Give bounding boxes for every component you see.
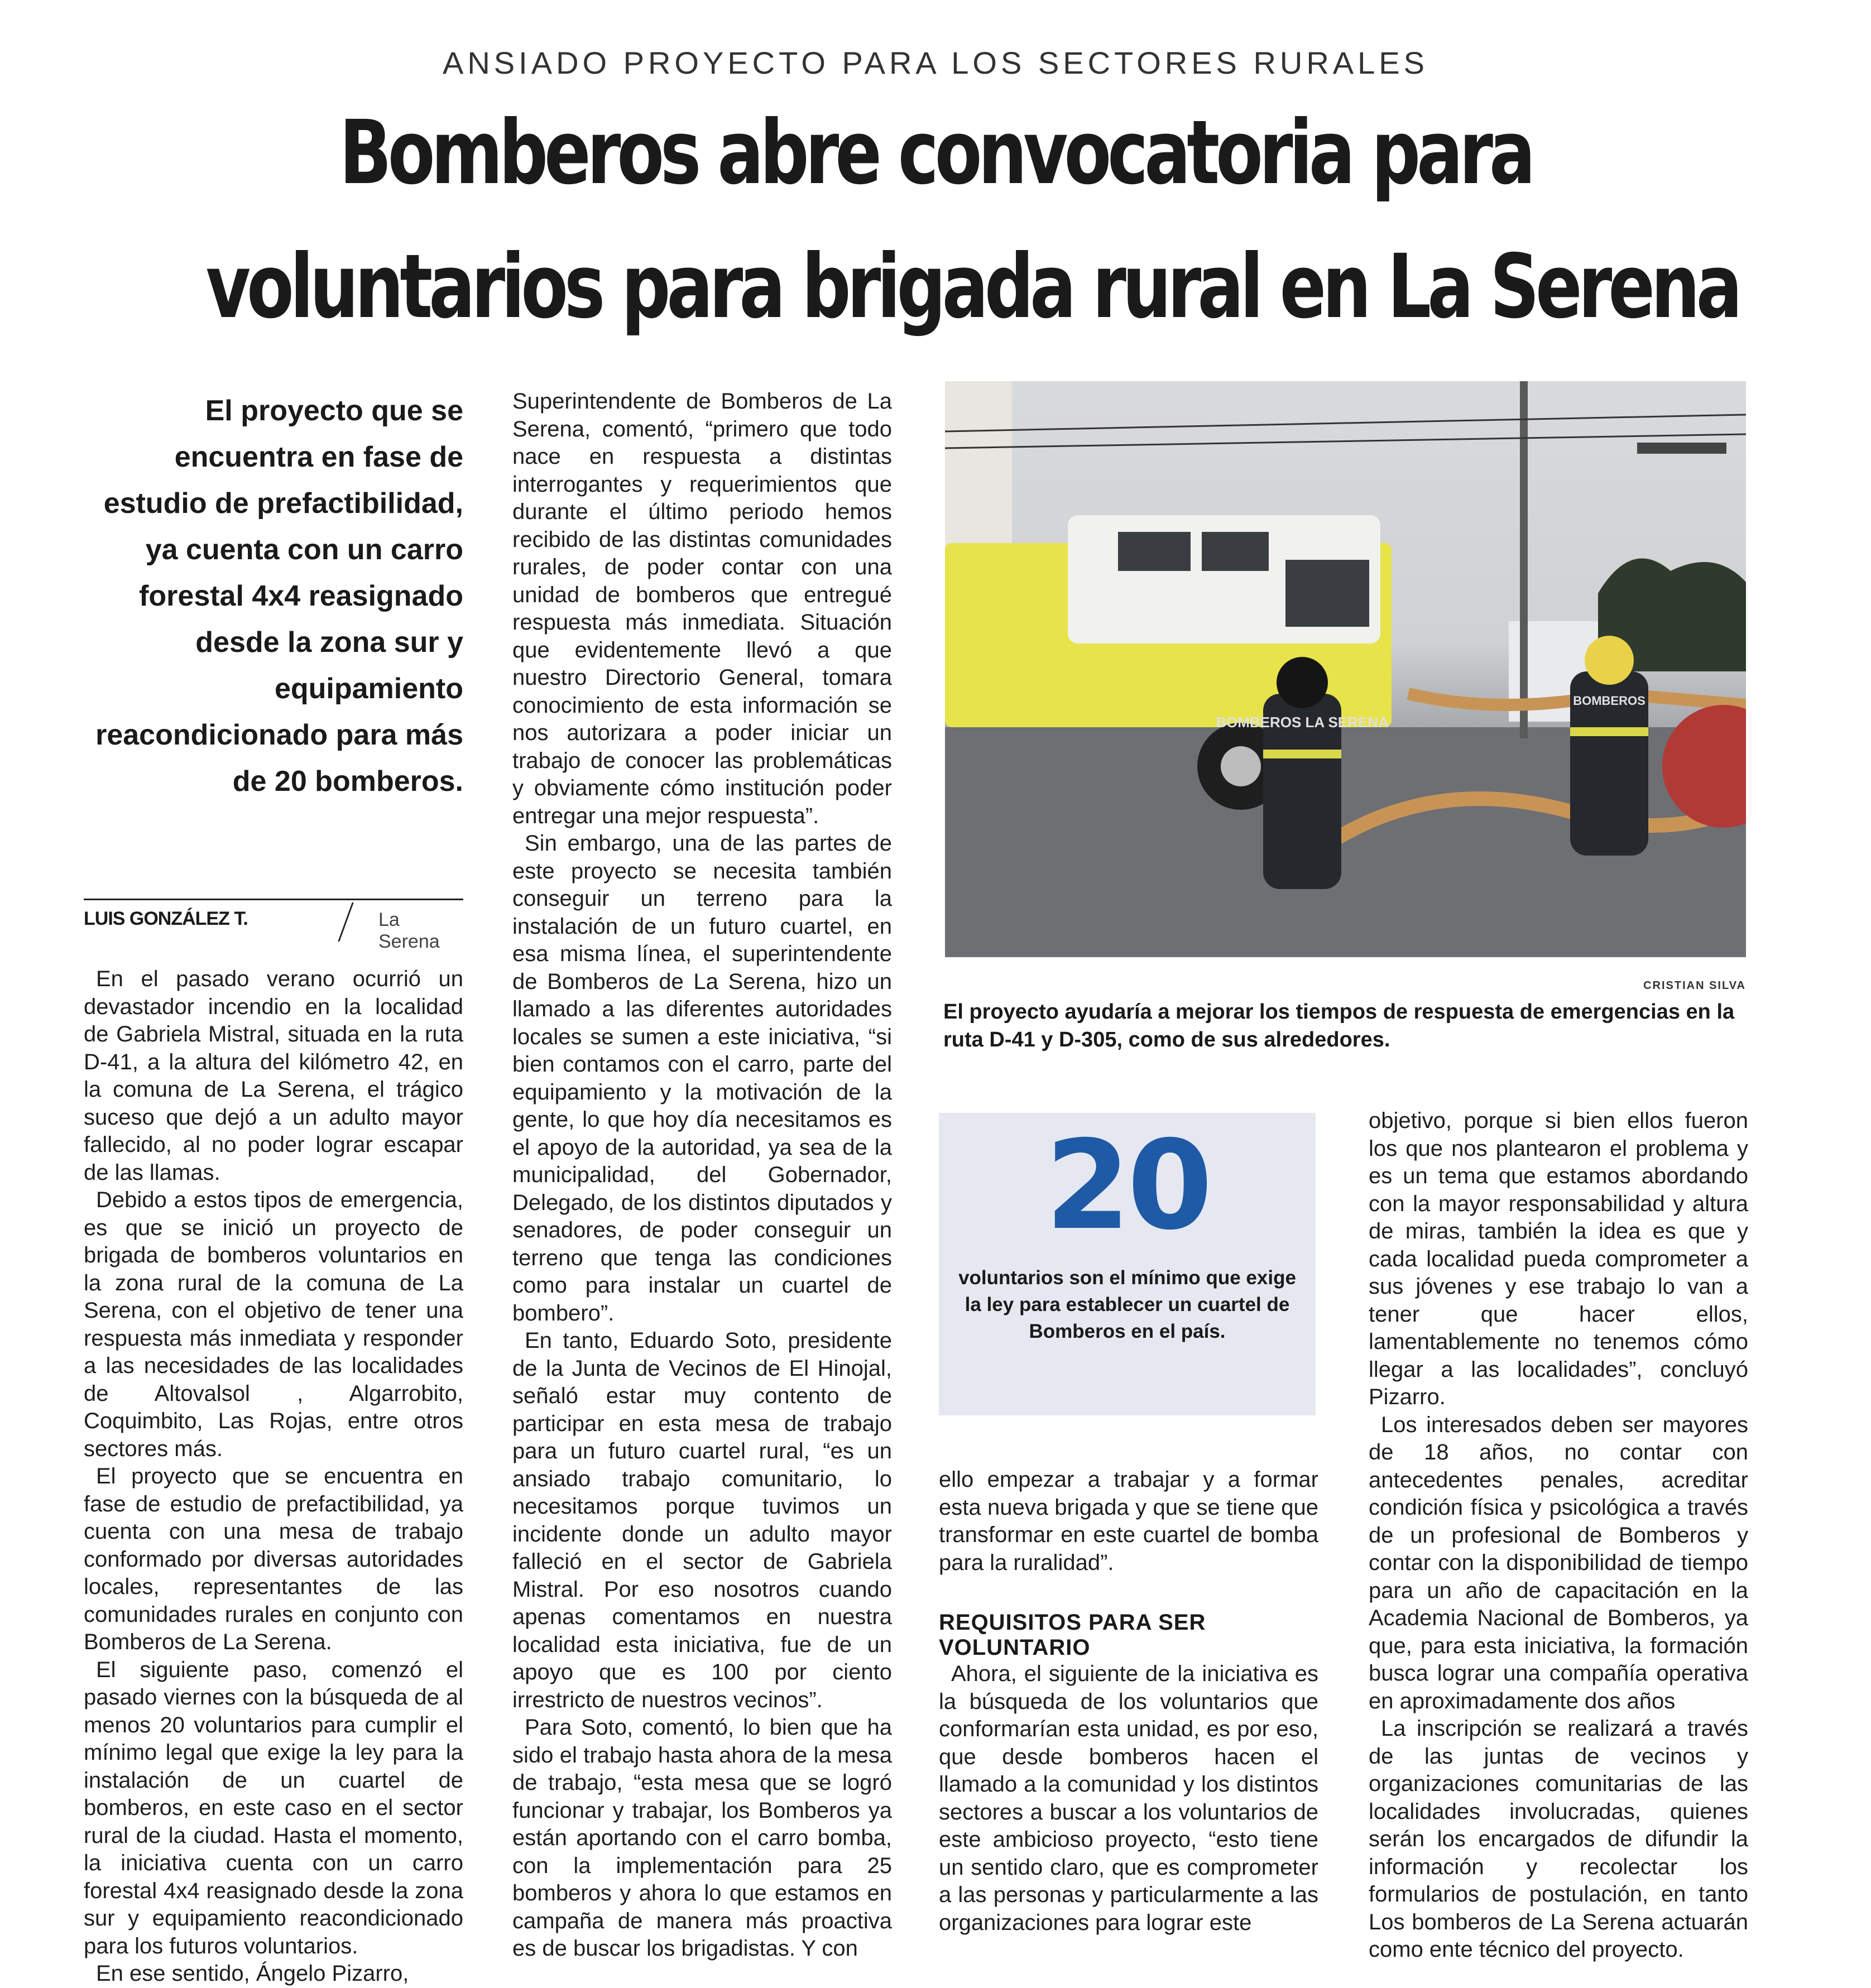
byline-author: LUIS GONZÁLEZ T.: [84, 908, 248, 929]
byline: [84, 899, 463, 952]
power-line: [945, 415, 1746, 431]
fact-text: voluntarios son el mínimo que exige la ley para establecer un cuartel de Bomberos en el país.: [958, 1267, 1296, 1342]
paragraph: objetivo, porque si bien ellos fueron los que nos plantearon el problema y es un tema que estamos abordando con la mayor responsabilidad y altura de miras, también la idea es que y cada localidad pueda comprometer a sus jóvenes y ese trabajo lo van a tener que hacer ellos, lamentablemente no tenemos cómo llegar a las localidades”, concluyó Pizarro.: [1369, 1108, 1748, 1409]
paragraph: El proyecto que se encuentra en fase de estudio de prefactibilidad, ya cuenta con una mesa de trabajo conformado por diversas autoridades locales, representantes de las comunidades rurales en conjunto con Bomberos de La Serena.: [84, 1464, 463, 1654]
headline-line-1: Bomberos abre convocatoria para: [339, 102, 1532, 204]
paragraph: La inscripción se realizará a través de las juntas de vecinos y organizaciones comunitarias de las localidades involucradas, quienes serán los encargados de difundir la información y recolectar los formularios de postulación, en tanto Los bomberos de La Serena actuarán como ente técnico del proyecto.: [1369, 1716, 1748, 1962]
article-column-2: [512, 388, 892, 1963]
fact-number: 20: [1045, 1114, 1210, 1257]
truck-window: [1118, 532, 1191, 571]
truck-window: [1202, 532, 1269, 571]
photo-illustration: [945, 381, 1746, 957]
paragraph: El siguiente paso, comenzó el pasado viernes con la búsqueda de al menos 20 voluntarios para cumplir el mínimo legal que exige la ley para la instalación de un cuartel de bomberos, en este caso en el sector rural de la ciudad. Hasta el momento, la iniciativa cuenta con un carro forestal 4x4 reasignado desde la zona sur y equipamiento reacondicionado para los futuros voluntarios.: [84, 1657, 463, 1958]
truck-hub: [1221, 746, 1261, 786]
photo-caption: El proyecto ayudaría a mejorar los tiempos de respuesta de emergencias en la ruta D-41 y D-305, como de sus alrededores.: [943, 1000, 1735, 1051]
truck-windshield: [1285, 560, 1369, 627]
overhead-sign: [1637, 443, 1726, 454]
byline-divider: [338, 902, 353, 942]
paragraph: Debido a estos tipos de emergencia, es que se inició un proyecto de brigada de bomberos voluntarios en la zona rural de la comuna de La Serena, con el objetivo de tener una respuesta más inmediata y responder a las necesidades de las localidades de Altovalsol , Algarrobito, Coquimbito, Las Rojas, entre otros sectores más.: [84, 1188, 463, 1461]
article-column-3: [939, 1466, 1318, 1577]
fact-box: [939, 1113, 1316, 1415]
paragraph: Los interesados deben ser mayores de 18 años, no contar con antecedentes penales, acreditar condición física y psicológica a través de un profesional de Bomberos y contar con la disponibilidad de tiempo para un año de capacitación en la Academia Nacional de Bomberos, ya que, para esta iniciativa, la formación busca lograr una compañía operativa en aproximadamente dos años: [1369, 1412, 1748, 1713]
utility-pole: [1520, 381, 1528, 738]
headline-line-2: voluntarios para brigada rural en La Serena: [205, 236, 1739, 338]
kicker: ANSIADO PROYECTO PARA LOS SECTORES RURALES: [443, 45, 1428, 80]
section-subhead: REQUISITOS PARA SER VOLUNTARIO: [939, 1610, 1206, 1660]
paragraph: En ese sentido, Ángelo Pizarro,: [96, 1961, 409, 1986]
vest-text: BOMBEROS LA SERENA: [1216, 714, 1389, 731]
paragraph: Sin embargo, una de las partes de este proyecto se necesita también conseguir un terreno para la instalación de un futuro cuartel, en esa misma línea, el superintendente de Bomberos de La Serena, hizo un llamado a las diferentes autoridades locales se sumen a este iniciativa, “si bien contamos con el carro, parte del equipamiento y la motivación de la gente, lo que hoy día necesitamos es el apoyo de la autoridad, ya sea de la municipalidad, del Gobernador, Delegado, de los distintos diputados y senadores, de poder conseguir un terreno que tenga las condiciones como para instalar un cuartel de bombero”.: [512, 831, 892, 1326]
fire-truck-photo: [945, 381, 1746, 957]
lead-paragraph: El proyecto que se encuentra en fase de estudio de prefactibilidad, ya cuenta con un carro forestal 4x4 reasignado desde la zona sur y equipamiento reacondicionado para más de 20 bomberos.: [95, 395, 463, 798]
article-column-3-continued: [939, 1660, 1318, 1937]
vest-text: BOMBEROS: [1573, 694, 1645, 708]
paragraph: Ahora, el siguiente de la iniciativa es la búsqueda de los voluntarios que conformarían esta unidad, es por eso, que desde bomberos hacen el llamado a la comunidad y los distintos sectores a buscar a los voluntarios de este ambicioso proyecto, “esto tiene un sentido claro, que es comprometer a las personas y particularmente a las organizaciones para lograr este: [939, 1662, 1318, 1935]
article-column-1: [84, 966, 463, 1988]
paragraph: En tanto, Eduardo Soto, presidente de la Junta de Vecinos de El Hinojal, señaló estar muy contento de participar en esta mesa de trabajo para un futuro cuartel rural, “es un ansiado trabajo comunitario, lo necesitamos porque tuvimos un incidente donde un adulto mayor falleció en el sector de Gabriela Mistral. Por eso nosotros cuando apenas comentamos en nuestra localidad esta iniciativa, fue de un apoyo que es 100 por ciento irrestricto de nuestros vecinos”.: [512, 1328, 892, 1712]
article-column-4: [1369, 1107, 1748, 1964]
paragraph: Superintendente de Bomberos de La Serena, comentó, “primero que todo nace en respuesta a distintas interrogantes y requerimientos que durante el último periodo hemos recibido de las distintas comunidades rurales, de poder contar con una unidad de bomberos que entregué respuesta más inmediata. Situación que evidentemente llevó a que nuestro Directorio General, tomara conocimiento de esta información se nos autorizara a poder iniciar un trabajo de conocer las problemáticas y obviamente cómo institución poder entregar una mejor respuesta”.: [512, 389, 892, 828]
photo-credit: CRISTIAN SILVA: [1643, 979, 1746, 992]
byline-place: La Serena: [378, 909, 440, 952]
paragraph: En el pasado verano ocurrió un devastador incendio en la localidad de Gabriela Mistral, situada en la ruta D-41, a la altura del kilómetro 42, en la comuna de La Serena, el trágico suceso que dejó a un adulto mayor fallecido, al no poder lograr escapar de las llamas.: [84, 967, 463, 1185]
power-line: [945, 434, 1746, 448]
paragraph: Para Soto, comentó, lo bien que ha sido el trabajo hasta ahora de la mesa de trabajo, “esta mesa que se logró funcionar y trabajar, los Bomberos ya están aportando con el carro bomba, con la implementación para 25 bomberos y ahora lo que estamos en campaña de manera más proactiva es de buscar los brigadistas. Y con: [512, 1715, 892, 1961]
paragraph: ello empezar a trabajar y a formar esta nueva brigada y que se tiene que transformar en este cuartel de bomba para la ruralidad”.: [939, 1467, 1318, 1575]
